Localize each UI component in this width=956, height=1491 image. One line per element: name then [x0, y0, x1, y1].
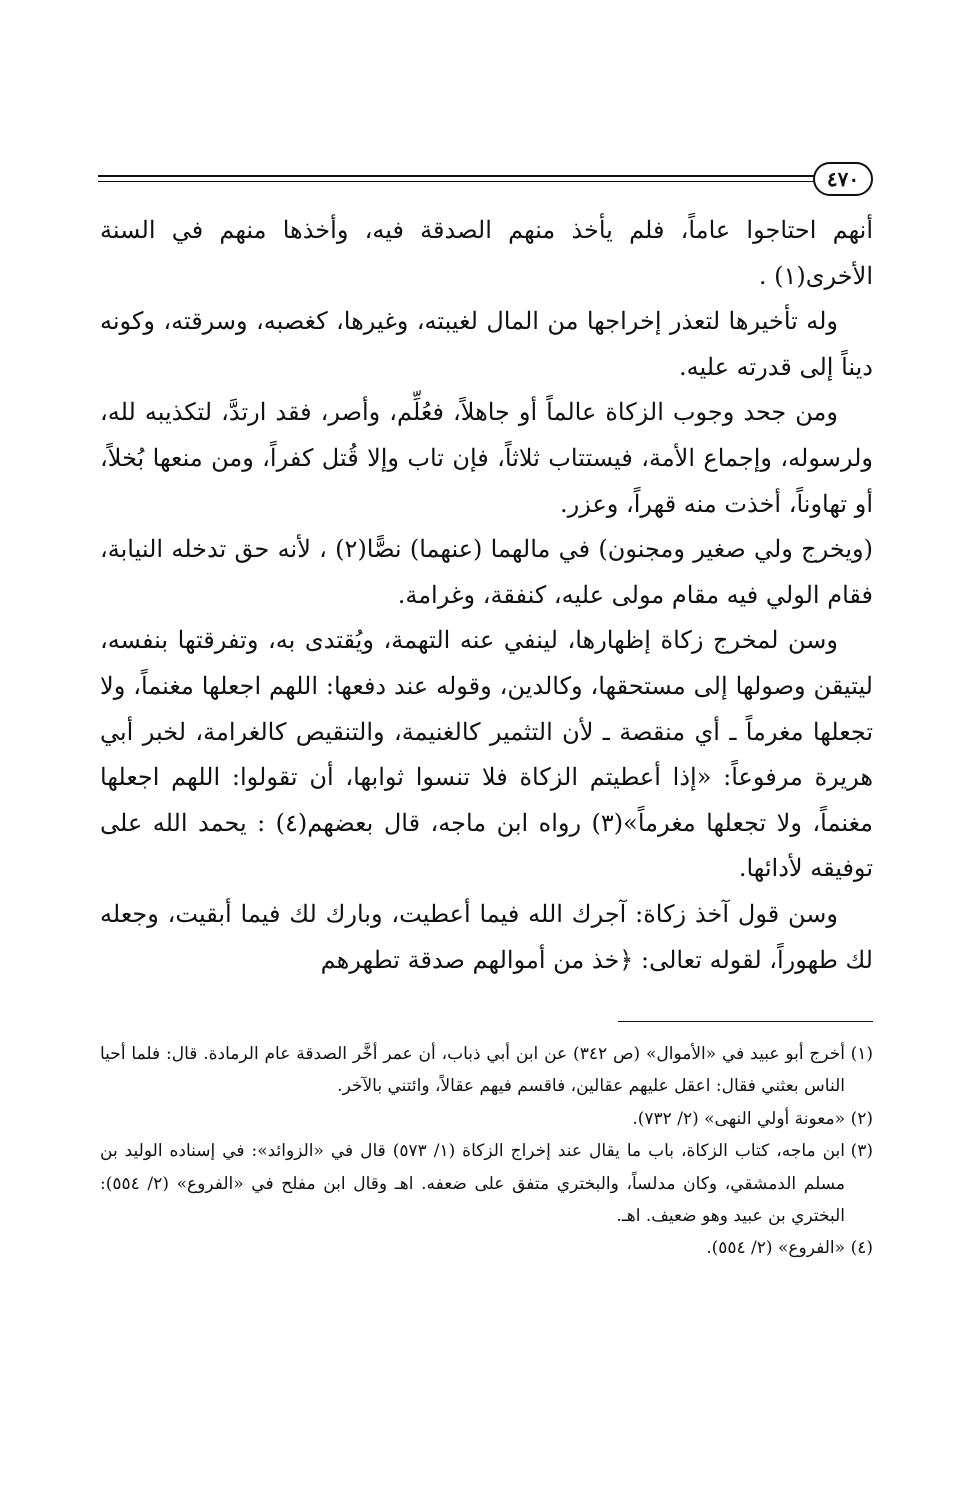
footnote-separator — [618, 1021, 873, 1022]
footnote-number: (٣) — [850, 1141, 873, 1162]
header-rule-thick — [98, 175, 825, 177]
page-header — [98, 162, 873, 202]
footnote-number: (٢) — [850, 1108, 873, 1129]
paragraph: وسن قول آخذ زكاة: آجرك الله فيما أعطيت، وبارك لك فيما أبقيت، وجعله لك طهوراً، لقوله تعالى: ﴿خذ من أموالهم صدقة تطهرهم — [100, 899, 873, 974]
footnote-text: أخرج أبو عبيد في «الأموال» (ص ٣٤٢) عن ابن أبي ذباب، أن عمر أخَّر الصدقة عام الرمادة. قال: فلما أحيا الناس بعثني فقال: اعقل عليهم عقالين، فاقسم فيهم عقالاً، وائتني بالآخر. — [100, 1044, 845, 1097]
page-number: ٤٧٠ — [813, 162, 873, 196]
footnote-number: (٤) — [850, 1238, 873, 1259]
paragraph: وسن لمخرج زكاة إظهارها، لينفي عنه التهمة، ويُقتدى به، وتفرقتها بنفسه، ليتيقن وصولها إلى مستحقها، وكالدين، وقوله عند دفعها: اللهم اجعلها مغنماً، ولا تجعلها مغرماً ـ أي منقصة ـ لأن التثمير كالغنيمة، والتنقيص كالغرامة، لخبر أبي هريرة مرفوعاً: «إذا أعطيتم الزكاة فلا تنسوا ثوابها، أن تقولوا: اللهم اجعلها مغنماً، ولا تجعلها مغرماً»(٣) رواه ابن ماجه، قال بعضهم(٤) : يحمد الله على توفيقه لأدائها. — [100, 626, 874, 883]
footnote — [100, 1038, 873, 1103]
footnote — [100, 1135, 873, 1232]
main-text — [100, 208, 873, 983]
footnote — [100, 1232, 873, 1264]
footnote — [100, 1103, 873, 1135]
paragraph: ومن جحد وجوب الزكاة عالماً أو جاهلاً، فعُلِّم، وأصر، فقد ارتدَّ، لتكذيبه لله، ولرسوله، وإجماع الأمة، فيستتاب ثلاثاً، فإن تاب وإلا قُتل كفراً، ومن منعها بُخلاً، أو تهاوناً، أخذت منه قهراً، وعزر. — [100, 398, 873, 518]
footnote-text: «معونة أولي النهى» (٢/ ٧٣٢). — [632, 1108, 845, 1129]
paragraph: (ويخرج ولي صغير ومجنون) في مالهما (عنهما) نصًّا(٢) ، لأنه حق تدخله النيابة، فقام الولي فيه مقام مولى عليه، كنفقة، وغرامة. — [100, 535, 874, 609]
footnotes — [100, 1038, 873, 1265]
paragraph: أنهم احتاجوا عاماً، فلم يأخذ منهم الصدقة فيه، وأخذها منهم في السنة الأخرى(١) . — [100, 216, 873, 290]
paragraph: وله تأخيرها لتعذر إخراجها من المال لغيبته، وغيرها، كغصبه، وسرقته، وكونه ديناً إلى قدرته عليه. — [100, 307, 873, 381]
footnote-text: ابن ماجه، كتاب الزكاة، باب ما يقال عند إخراج الزكاة (١/ ٥٧٣) قال في «الزوائد»: في إسناده الوليد بن مسلم الدمشقي، وكان مدلساً، والبختري متفق على ضعفه. اهـ وقال ابن مفلح في «الفروع» (٢/ ٥٥٤): البختري بن عبيد وهو ضعيف. اهـ. — [100, 1141, 845, 1227]
header-rule-thin — [98, 181, 825, 182]
footnote-number: (١) — [850, 1044, 873, 1064]
footnote-text: «الفروع» (٢/ ٥٥٤). — [706, 1238, 845, 1259]
